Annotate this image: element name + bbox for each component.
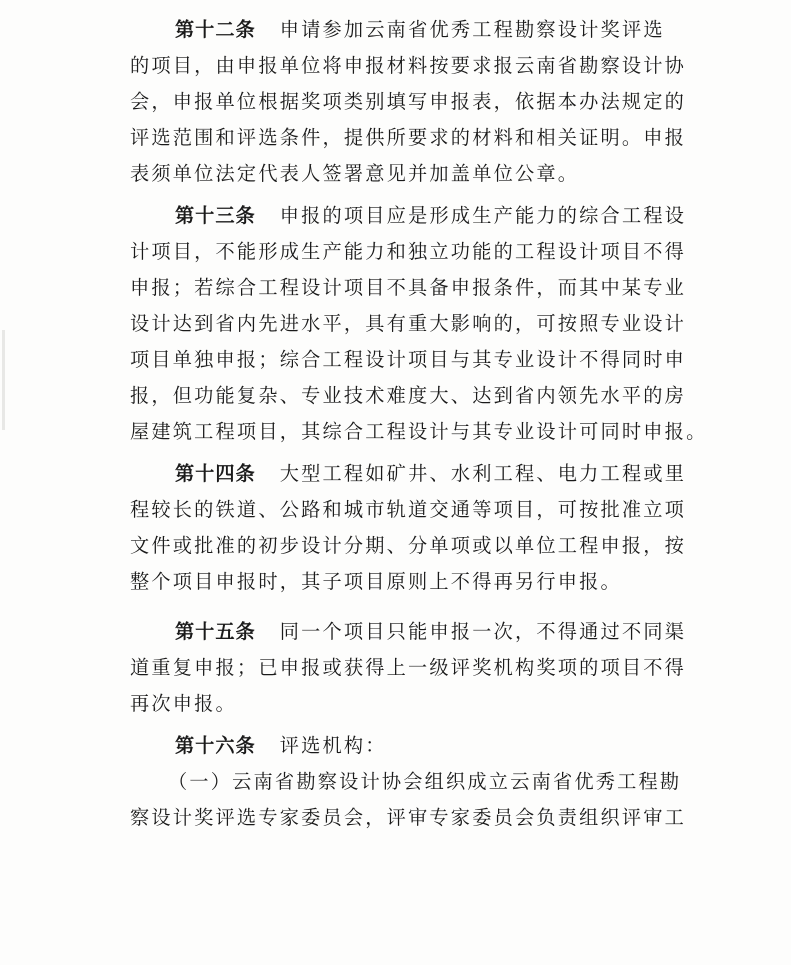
article-12-line-4: 评选范围和评选条件，提供所要求的材料和相关证明。申报	[130, 126, 687, 149]
article-16-line-1: 第十六条 评选机构：	[175, 734, 387, 757]
clause-1-line-1: （一）云南省勘察设计协会组织成立云南省优秀工程勘	[168, 770, 682, 793]
article-13-line-7: 屋建筑工程项目，其综合工程设计与其专业设计可同时申报。	[130, 420, 708, 443]
article-13-line-4: 设计达到省内先进水平，具有重大影响的，可按照专业设计	[130, 312, 687, 335]
article-15	[130, 614, 687, 722]
article-13-line-5: 项目单独申报；综合工程设计项目与其专业设计不得同时申	[130, 348, 687, 371]
clause-1-line-2: 察设计奖评选专家委员会，评审专家委员会负责组织评审工	[130, 806, 687, 829]
article-12-line-5: 表须单位法定代表人签署意见并加盖单位公章。	[130, 162, 580, 185]
article-13	[130, 198, 708, 450]
article-15-number: 第十五条	[175, 620, 256, 643]
article-16-number: 第十六条	[175, 734, 256, 757]
article-12	[130, 12, 687, 192]
article-12-number: 第十二条	[175, 18, 256, 41]
article-13-number: 第十三条	[175, 204, 256, 227]
clause-1	[130, 764, 687, 836]
article-14	[130, 456, 687, 600]
article-13-line-3: 申报；若综合工程设计项目不具备申报条件，而其中某专业	[130, 276, 687, 299]
article-13-line-6: 报，但功能复杂、专业技术难度大、达到省内领先水平的房	[130, 384, 687, 407]
article-16	[130, 728, 675, 764]
article-14-line-1: 第十四条 大型工程如矿井、水利工程、电力工程或里	[175, 462, 687, 485]
article-13-line-2: 计项目，不能形成生产能力和独立功能的工程设计项目不得	[130, 240, 687, 263]
article-12-line-2: 的项目，由申报单位将申报材料按要求报云南省勘察设计协	[130, 54, 687, 77]
article-14-line-3: 文件或批准的初步设计分期、分单项或以单位工程申报，按	[130, 534, 687, 557]
article-15-line-3: 再次申报。	[130, 692, 237, 715]
article-12-line-1: 第十二条 申请参加云南省优秀工程勘察设计奖评选	[175, 18, 665, 41]
article-15-line-2: 道重复申报；已申报或获得上一级评奖机构奖项的项目不得	[130, 656, 687, 679]
document-body	[130, 12, 708, 836]
scan-margin-shadow	[2, 330, 5, 430]
article-14-line-4: 整个项目申报时，其子项目原则上不得再另行申报。	[130, 570, 622, 593]
article-13-line-1: 第十三条 申报的项目应是形成生产能力的综合工程设	[175, 204, 687, 227]
article-14-number: 第十四条	[175, 462, 256, 485]
article-12-line-3: 会，申报单位根据奖项类别填写申报表，依据本办法规定的	[130, 90, 687, 113]
article-15-line-1: 第十五条 同一个项目只能申报一次，不得通过不同渠	[175, 620, 687, 643]
article-14-line-2: 程较长的铁道、公路和城市轨道交通等项目，可按批准立项	[130, 498, 687, 521]
